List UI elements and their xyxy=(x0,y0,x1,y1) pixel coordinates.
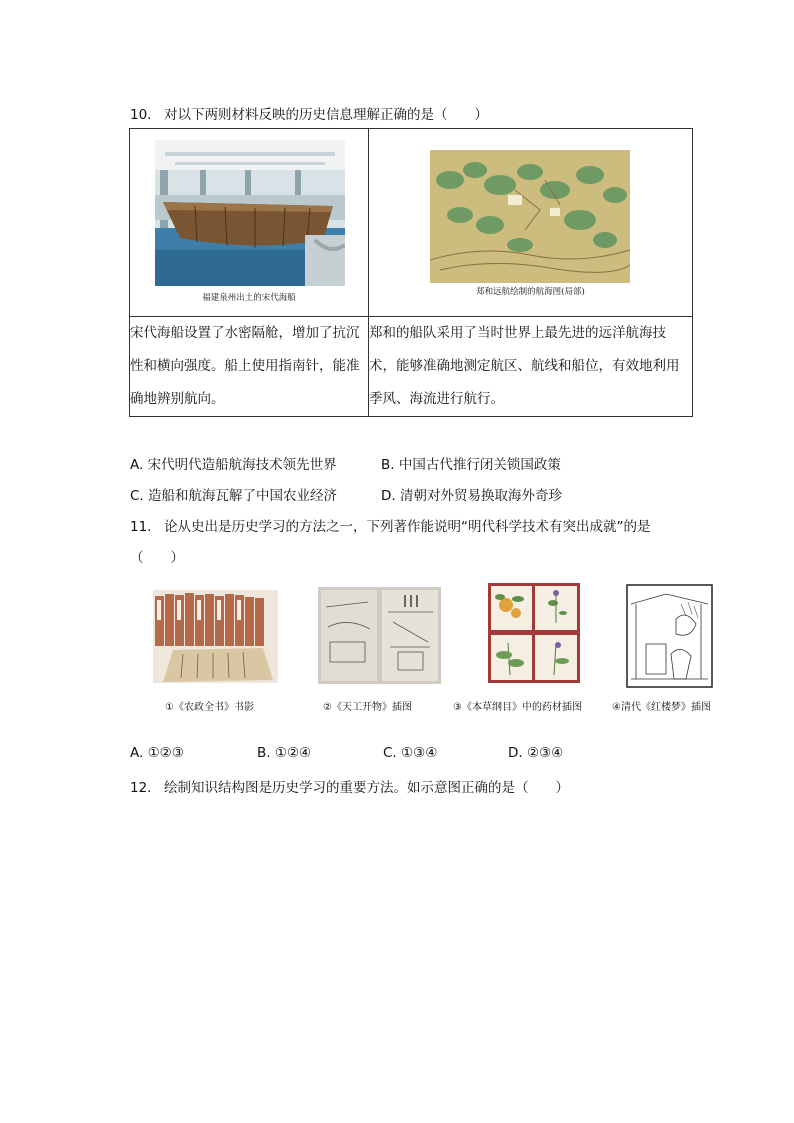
ship-caption: 福建泉州出土的宋代海船 xyxy=(202,293,296,303)
option-c[interactable]: C. 造船和航海瓦解了中国农业经济 xyxy=(130,488,338,504)
question-text: 论从史出是历史学习的方法之一，下列著作能说明“明代科学技术有突出成就”的是 xyxy=(164,519,651,535)
question-text: 对以下两则材料反映的历史信息理解正确的是（ ） xyxy=(164,107,488,123)
caption-3: ③《本草纲目》中的药材插图 xyxy=(453,702,582,713)
hongloumeng-illustration xyxy=(626,584,713,688)
nongzheng-book-image xyxy=(153,590,278,683)
option-b[interactable]: B. ①②④ xyxy=(257,745,312,761)
caption-1: ①《农政全书》书影 xyxy=(165,702,254,713)
caption-4: ④清代《红楼梦》插图 xyxy=(612,702,711,713)
option-b[interactable]: B. 中国古代推行闭关锁国政策 xyxy=(381,457,561,473)
option-d[interactable]: D. ②③④ xyxy=(508,745,564,761)
ship-image-cell xyxy=(130,129,369,317)
song-ship-photo xyxy=(155,140,345,286)
option-a[interactable]: A. 宋代明代造船航海技术领先世界 xyxy=(130,457,337,473)
question-number: 10. xyxy=(130,107,152,123)
question-10-stem xyxy=(130,103,488,123)
map-image-cell xyxy=(369,129,693,317)
voyage-description: 郑和的船队采用了当时世界上最先进的远洋航海技术，能够准确地测定航区、航线和船位，有效地利用季风、海流进行航行。 xyxy=(369,317,693,417)
question-number: 11. xyxy=(130,519,152,535)
option-c[interactable]: C. ①③④ xyxy=(383,745,438,761)
tiangong-illustration xyxy=(318,587,441,684)
caption-2: ②《天工开物》插图 xyxy=(323,702,412,713)
option-a[interactable]: A. ①②③ xyxy=(130,745,184,761)
map-caption: 郑和远航绘制的航海图(局部) xyxy=(476,287,585,297)
option-d[interactable]: D. 清朝对外贸易换取海外奇珍 xyxy=(381,488,562,504)
question-12-stem xyxy=(130,776,569,796)
question-11-stem xyxy=(130,515,651,535)
question-number: 12. xyxy=(130,780,152,796)
question-text: 绘制知识结构图是历史学习的重要方法。如示意图正确的是（ ） xyxy=(164,780,569,796)
material-table xyxy=(129,128,693,417)
question-11-stem-cont: （ ） xyxy=(130,550,184,566)
ship-description: 宋代海船设置了水密隔舱，增加了抗沉性和横向强度。船上使用指南针，能准确地辨别航向。 xyxy=(130,317,369,417)
zhenghe-map-image xyxy=(430,150,630,283)
bencao-illustration xyxy=(488,583,580,683)
